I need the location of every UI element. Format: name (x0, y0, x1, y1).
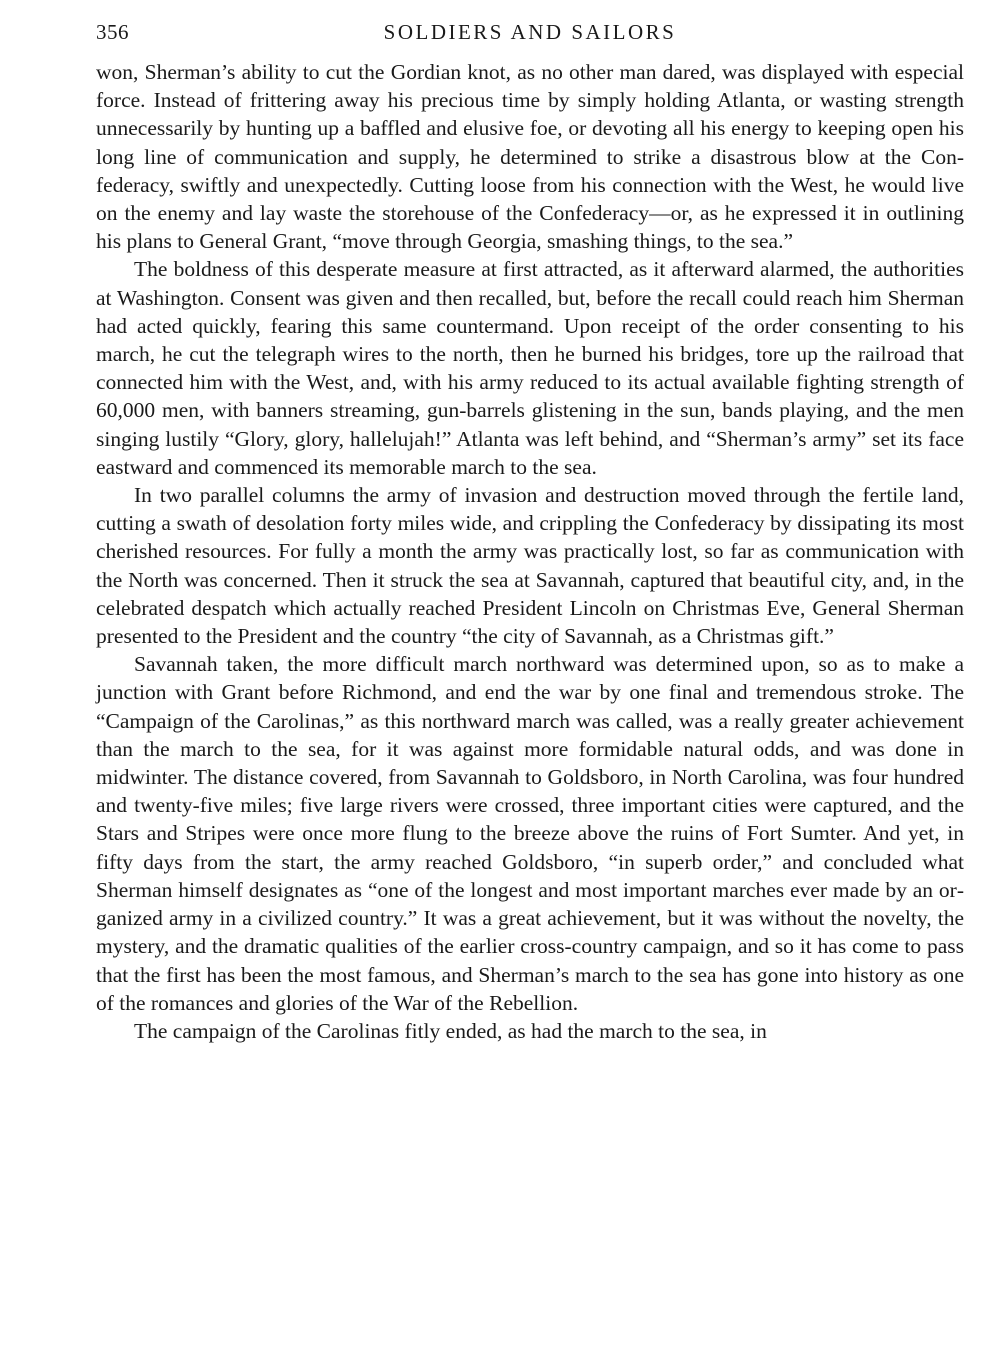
paragraph: The boldness of this desperate measure at first attracted, as it afterward alarmed, the authorities at Washington. Consent was given and then recalled, but, before the recall could reach him Sherman had acted quickly, fearing this same countermand. Upon receipt of the order consenting to his march, he cut the telegraph wires to the north, then he burned his bridges, tore up the railroad that connected him with the West, and, with his army reduced to its actual available fighting strength of 60,000 men, with banners streaming, gun-barrels glistening in the sun, bands playing, and the men singing lustily “Glory, glory, hallelujah!” Atlanta was left behind, and “Sherman’s army” set its face eastward and commenced its memorable march to the sea. (96, 257, 964, 479)
body-text (96, 58, 964, 1045)
paragraph: The campaign of the Carolinas fitly ended, as had the march to the sea, in (134, 1018, 767, 1043)
paragraph: In two parallel columns the army of invasion and destruction moved through the fertile land, cutting a swath of desolation forty miles wide, and crippling the Confederacy by dissipating its most cherished resources. For fully a month the army was practically lost, so far as communication with the North was concerned. Then it struck the sea at Savannah, captured that beautiful city, and, in the celebrated despatch which actually reached President Lincoln on Christmas Eve, General Sherman presented to the President and the country “the city of Savannah, as a Christmas gift.” (96, 483, 964, 649)
paragraph-continued: won, Sherman’s ability to cut the Gordian knot, as no other man dared, was displayed with especial force. Instead of frittering away his precious time by simply holding Atlanta, or wasting strength unnecessarily by hunting up a baffled and elusive foe, or devoting all his energy to keeping open his long line of communication and supply, he determined to strike a disastrous blow at the Confederacy, swiftly and unexpectedly. Cutting loose from his connection with the West, he would live on the enemy and lay waste the storehouse of the Confederacy—or, as he expressed it in outlining his plans to General Grant, “move through Georgia, smashing things, to the sea.” (96, 60, 964, 254)
running-title: SOLDIERS AND SAILORS (383, 20, 677, 44)
running-head (96, 18, 964, 54)
book-page (96, 18, 964, 1045)
paragraph: Savannah taken, the more difficult march northward was determined upon, so as to make a junction with Grant before Richmond, and end the war by one final and tremendous stroke. The “Campaign of the Carolinas,” as this northward march was called, was a really greater achievement than the march to the sea, for it was against more formidable natural odds, and was done in midwinter. The distance covered, from Savannah to Goldsboro, in North Carolina, was four hundred and twenty-five miles; five large rivers were crossed, three important cities were captured, and the Stars and Stripes were once more flung to the breeze above the ruins of Fort Sumter. And yet, in fifty days from the start, the army reached Goldsboro, “in superb order,” and concluded what Sherman himself designates as “one of the longest and most important marches ever made by an organized army in a civilized country.” It was a great achievement, but it was without the novelty, the mystery, and the dramatic qualities of the earlier cross-country campaign, and so it has come to pass that the first has been the most famous, and Sherman’s march to the sea has gone into history as one of the romances and glories of the War of the Rebellion. (96, 652, 964, 1015)
page-number: 356 (96, 20, 129, 44)
